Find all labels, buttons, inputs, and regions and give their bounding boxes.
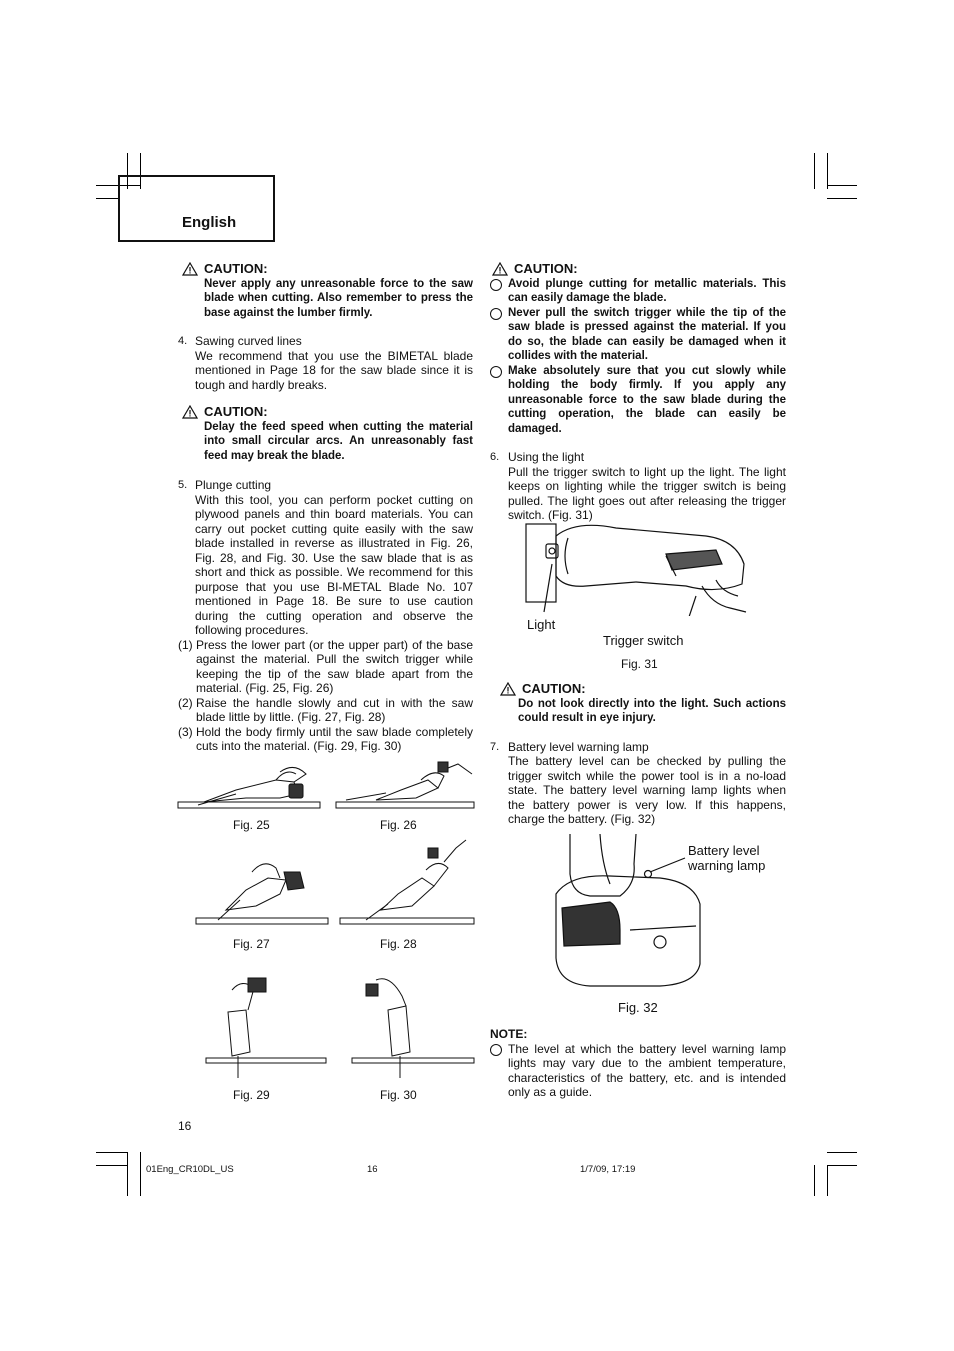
crop-mark <box>96 1152 128 1153</box>
procedure-list <box>178 638 473 754</box>
crop-mark <box>827 1165 857 1166</box>
warning-triangle-icon <box>492 262 508 276</box>
caution-list-item <box>490 277 786 306</box>
caution-item-text: Avoid plunge cutting for metallic materials. This can easily damage the blade. <box>508 277 786 304</box>
procedure-step <box>178 696 473 725</box>
crop-mark <box>140 1152 141 1196</box>
bullet-circle-icon <box>490 308 502 320</box>
fig-caption: Fig. 30 <box>380 1088 417 1102</box>
light-callout: Light <box>527 617 556 632</box>
trigger-switch-callout: Trigger switch <box>603 633 684 648</box>
step-text: Press the lower part (or the upper part) of the base against the material. Pull the switch trigger while keeping the tip of the saw blade apart from the material. (Fig. 25, Fig. 26) <box>196 637 473 695</box>
section-title: Battery level warning lamp <box>508 739 649 754</box>
procedure-step <box>178 725 473 754</box>
section-body: The battery level can be checked by pulling the trigger switch while the power tool is in a no-load state. The battery level warning lamp lights when the battery power is very low. If this happens, charge the battery. (Fig. 32) <box>508 754 786 826</box>
crop-mark <box>814 1165 815 1196</box>
language-tab <box>118 175 275 242</box>
note-item <box>490 1042 786 1100</box>
crop-mark <box>827 198 857 199</box>
plunge-cutting-illustrations <box>176 760 476 1110</box>
section-plunge-cutting <box>178 478 473 638</box>
bullet-circle-icon <box>490 279 502 291</box>
crop-mark <box>96 1165 128 1166</box>
step-number: (3) <box>178 724 193 739</box>
caution-heading <box>182 405 473 420</box>
crop-mark <box>827 1165 828 1196</box>
fig-caption: Fig. 27 <box>233 937 270 951</box>
fig-28-illustration <box>340 840 474 924</box>
fig-32-illustration <box>550 834 704 994</box>
fig-caption: Fig. 29 <box>233 1088 270 1102</box>
crop-mark <box>127 1152 128 1196</box>
fig-caption: Fig. 32 <box>618 1000 658 1015</box>
page-number: 16 <box>178 1119 192 1133</box>
fig-25-illustration <box>178 767 320 808</box>
language-label: English <box>182 214 237 231</box>
warning-triangle-icon <box>182 405 198 419</box>
step-text: Hold the body firmly until the saw blade completely cuts into the material. (Fig. 29, Fig. 30) <box>196 724 473 753</box>
crop-mark <box>827 153 828 189</box>
fig-29-illustration <box>206 978 326 1078</box>
caution-heading <box>492 262 786 277</box>
caution-text: Do not look directly into the light. Such actions could result in eye injury. <box>518 697 786 724</box>
crop-mark <box>96 198 118 199</box>
fig-26-illustration <box>336 762 474 808</box>
caution-title: CAUTION: <box>204 404 268 419</box>
section-number: 4. <box>178 335 188 347</box>
note-text: The level at which the battery level warning lamp lights may vary due to the ambient temperature, characteristics of the battery, etc. and is intended only as a guide. <box>508 1041 786 1099</box>
crop-mark <box>827 1152 857 1153</box>
left-column <box>178 262 473 754</box>
crop-mark <box>827 185 857 186</box>
fig-caption: Fig. 31 <box>621 657 658 671</box>
section-using-the-light <box>490 450 786 523</box>
step-text: Raise the handle slowly and cut in with the saw blade little by little. (Fig. 27, Fig. 28) <box>196 695 473 724</box>
footer-filename: 01Eng_CR10DL_US <box>146 1164 234 1175</box>
section-number: 5. <box>178 479 188 491</box>
section-body: Pull the trigger switch to light up the light. The light keeps on lighting while the trigger switch is being pulled. The light goes out after releasing the trigger switch. (Fig. 31) <box>508 464 786 522</box>
caution-title: CAUTION: <box>522 681 586 696</box>
caution-title: CAUTION: <box>204 261 268 276</box>
caution-text: Delay the feed speed when cutting the material into small circular arcs. An unreasonably fast feed may break the blade. <box>204 420 473 462</box>
fig-27-illustration <box>196 864 328 924</box>
fig-caption: Fig. 26 <box>380 818 417 832</box>
note-block <box>490 1027 786 1100</box>
bullet-circle-icon <box>490 1044 502 1056</box>
fig-caption: Fig. 25 <box>233 818 270 832</box>
section-body: With this tool, you can perform pocket cutting on plywood panels and thin board materials. You can carry out pocket cutting quite easily with the saw blade installed in reverse as illustrated in Fig. 26, Fig. 28, and Fig. 30. Use the saw blade that is as short and thick as possible. We recommend for this purpose that you use BI-METAL Blade No. 107 mentioned in Page 18. Be sure to use caution during the cutting operation and observe the following procedures. <box>195 492 473 637</box>
battery-lamp-callout: warning lamp <box>688 858 766 873</box>
section-title: Plunge cutting <box>195 478 272 492</box>
caution-list-item <box>490 364 786 437</box>
footer-sheet-number: 16 <box>367 1164 378 1175</box>
section-sawing-curved-lines <box>178 334 473 392</box>
bullet-circle-icon <box>490 366 502 378</box>
fig-caption: Fig. 28 <box>380 937 417 951</box>
caution-title: CAUTION: <box>514 261 578 276</box>
section-number: 7. <box>490 740 500 753</box>
fig-30-illustration <box>352 979 474 1078</box>
section-title: Using the light <box>508 450 585 464</box>
footer-date: 1/7/09, 17:19 <box>580 1164 636 1175</box>
warning-triangle-icon <box>500 682 516 696</box>
right-column <box>490 262 786 523</box>
section-number: 6. <box>490 451 500 463</box>
caution-item-text: Make absolutely sure that you cut slowly while holding the body firmly. If you apply any unreasonable force to the saw blade during the cutting operation, the blade can easily be damaged. <box>508 364 786 435</box>
note-title: NOTE: <box>490 1027 528 1041</box>
section-title: Sawing curved lines <box>195 334 302 348</box>
caution-list-item <box>490 306 786 364</box>
caution-heading <box>182 262 473 277</box>
caution-heading <box>500 682 786 697</box>
step-number: (1) <box>178 637 193 652</box>
battery-lamp-callout: Battery level <box>688 843 760 858</box>
caution-text: Never apply any unreasonable force to the saw blade when cutting. Also remember to press the base against the lumber firmly. <box>204 277 473 319</box>
caution-item-text: Never pull the switch trigger while the tip of the saw blade is pressed against the material. If you do so, the blade can easily be damaged when it collides with the material. <box>508 306 786 362</box>
step-number: (2) <box>178 695 193 710</box>
section-battery-level-lamp <box>490 740 786 827</box>
section-body: We recommend that you use the BIMETAL blade mentioned in Page 18 for the saw blade since it is tough and hardly breaks. <box>195 348 473 392</box>
crop-mark <box>814 153 815 189</box>
procedure-step <box>178 638 473 696</box>
warning-triangle-icon <box>182 262 198 276</box>
fig-31-illustration <box>516 516 752 616</box>
right-column-lower <box>490 682 786 827</box>
